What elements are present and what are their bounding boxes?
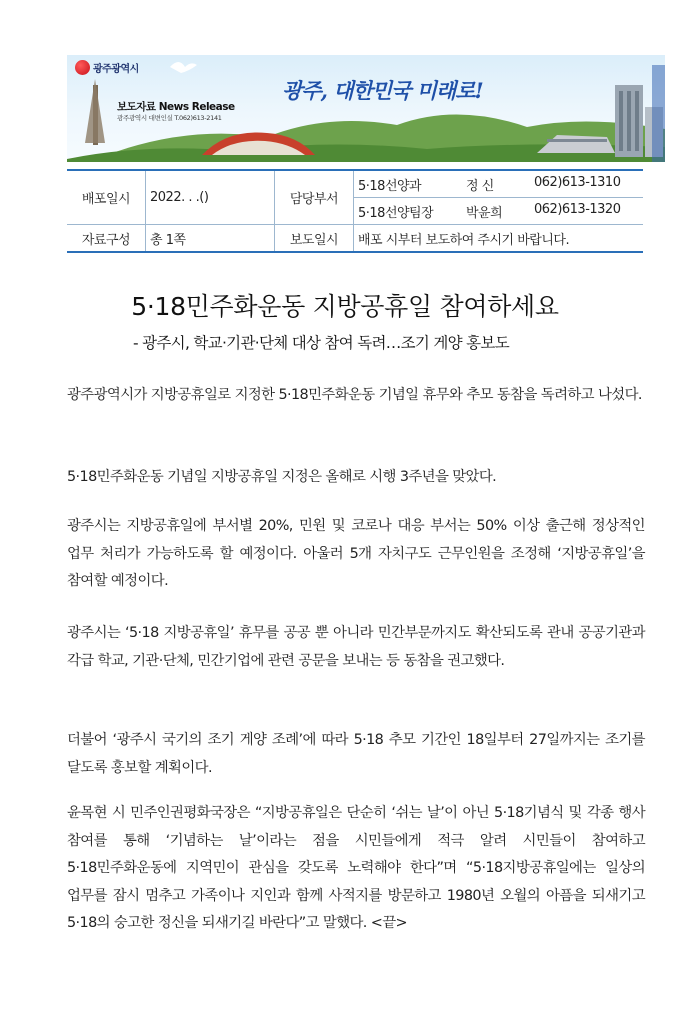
city-emblem-icon <box>75 60 90 75</box>
city-name: 광주광역시 <box>93 64 139 75</box>
city-logo <box>75 60 139 75</box>
press-release-banner <box>67 55 665 162</box>
body-paragraph: 5·18민주화운동 기념일 지방공휴일 지정은 올해로 시행 3주년을 맞았다. <box>67 469 497 485</box>
body-paragraph: 윤목현 시 민주인권평화국장은 “지방공휴일은 단순히 ‘쉬는 날’이 아닌 5·18기념식 및 각종 행사 참여를 통해 ‘기념하는 날’이라는 점을 시민들에게 적극 알려 시민들이 참여하고 5·18민주화운동에 지역민이 관심을 갖도록 노력해야 한다”며 “5·18지방공휴일에는 일상의 업무를 잠시 멈추고 가족이나 지인과 함께 사적지를 방문하고 1980년 오월의 아픔을 되새기고 5·18의 숭고한 정신을 되새기길 바란다”고 말했다. <끝> <box>67 805 646 931</box>
contact-name: 정 신 <box>466 178 494 194</box>
department-label: 담당부서 <box>275 170 354 225</box>
body-paragraph: 광주광역시가 지방공휴일로 지정한 5·18민주화운동 기념일 휴무와 추모 동참을 독려하고 나섰다. <box>67 387 642 403</box>
city-slogan: 광주, 대한민국 미래로! <box>282 78 483 103</box>
contact-dept: 5·18선양팀장 <box>358 205 434 221</box>
report-value: 배포 시부터 보도하여 주시기 바랍니다. <box>354 225 644 253</box>
distribution-value: 2022. . .() <box>146 170 275 225</box>
contact-phone: 062)613-1310 <box>534 174 621 190</box>
body-paragraph: 광주시는 지방공휴일에 부서별 20%, 민원 및 코로나 대응 부서는 50% 이상 출근해 정상적인 업무 처리가 가능하도록 할 예정이다. 아울러 5개 자치구도 근무인원을 조정해 ‘지방공휴일’을 참여할 예정이다. <box>67 518 645 589</box>
body-paragraph: 광주시는 ‘5·18 지방공휴일’ 휴무를 공공 뿐 아니라 민간부문까지도 확산되도록 관내 공공기관과 각급 학교, 기관·단체, 민간기업에 관련 공문을 보내는 등 동참을 권고했다. <box>67 625 645 669</box>
release-contact: 광주광역시 대변인실 T.062)613-2141 <box>117 114 222 122</box>
release-info-table <box>67 169 643 253</box>
subheadline: - 광주시, 학교·기관·단체 대상 참여 독려…조기 게양 홍보도 <box>133 334 509 352</box>
composition-value: 총 1쪽 <box>146 225 275 253</box>
contact-row <box>354 170 644 198</box>
contact-row <box>354 198 644 225</box>
headline: 5·18민주화운동 지방공휴일 참여하세요 <box>131 292 559 321</box>
report-label: 보도일시 <box>275 225 354 253</box>
contact-phone: 062)613-1320 <box>534 201 621 217</box>
contact-name: 박윤희 <box>466 205 503 221</box>
body-paragraph: 더불어 ‘광주시 국기의 조기 게양 조례’에 따라 5·18 추모 기간인 18일부터 27일까지는 조기를 달도록 홍보할 계획이다. <box>67 732 645 776</box>
contact-dept: 5·18선양과 <box>358 178 422 194</box>
distribution-label: 배포일시 <box>67 170 146 225</box>
composition-label: 자료구성 <box>67 225 146 253</box>
release-title: 보도자료 News Release <box>117 101 235 113</box>
